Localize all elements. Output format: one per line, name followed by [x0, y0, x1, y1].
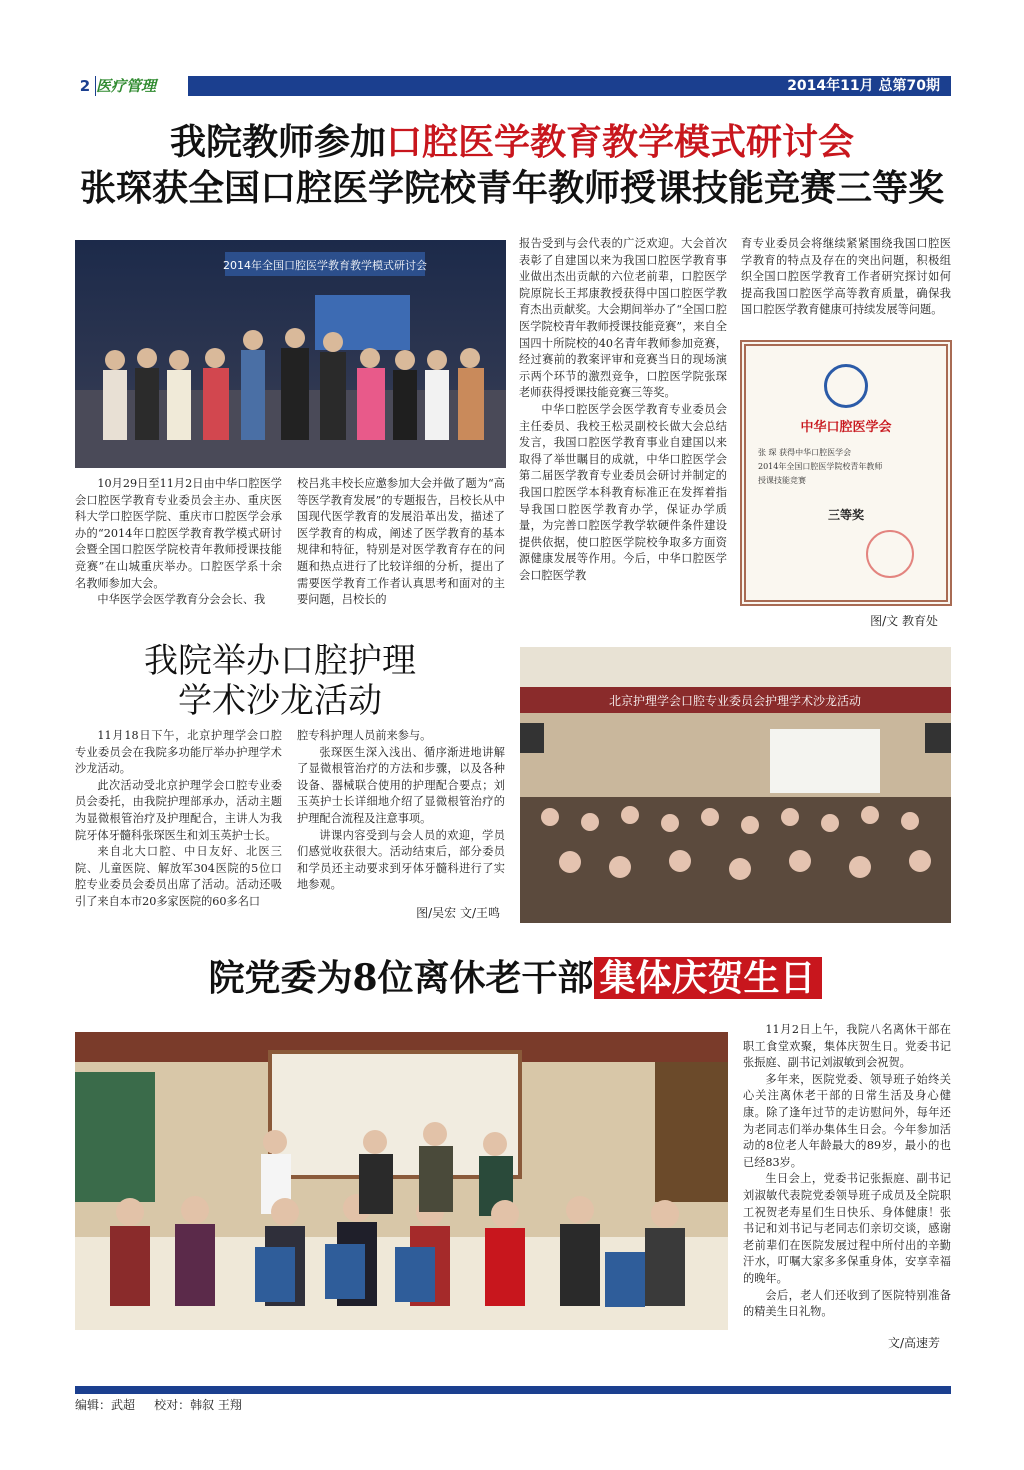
article3-text [743, 1022, 951, 1328]
footer-proofreaders: 校对：韩叙 王翔 [154, 1398, 242, 1412]
association-logo-icon [824, 364, 868, 408]
article1-col3-para: 中华口腔医学会医学教育专业委员会主任委员、我校王松灵副校长做大会总结发言，我国口腔医学教育事业自建国以来取得了举世瞩目的成就，中华口腔医学会第二届医学教育专业委员会研讨并制定的我国口腔医学本科教育标准正在发挥着指导我国口腔医学教育办学，保证办学质量，为完善口腔医学教学软硬件条件建设提供依据，使口腔医学院校争取多方面资源健康发展等作用。今后，中华口腔医学会口腔医学教 [519, 402, 727, 582]
article1-headline-2: 张琛获全国口腔医学院校青年教师授课技能竞赛三等奖 [79, 168, 944, 209]
certificate-association: 中华口腔医学会 [800, 420, 892, 435]
article1-group-photo [75, 240, 506, 468]
article2-headline-1: 我院举办口腔护理 [144, 641, 416, 681]
certificate-award: 三等奖 [827, 508, 864, 522]
article3-para: 生日会上，党委书记张振庭、副书记刘淑敏代表院党委领导班子成员及全院职工祝贺老寿星们生日快乐、身体健康！张书记和刘书记与老同志们亲切交谈，感谢老前辈们在医院发展过程中所付出的辛勤汗水，叮嘱大家多多保重身体，安享幸福的晚年。 [743, 1172, 951, 1285]
article1-column-2: 校吕兆丰校长应邀参加大会并做了题为“高等医学教育发展”的专题报告，吕校长从中国现代医学教育的发展沿革出发，描述了医学教育的构成，阐述了医学教育的基本规律和特征，特别是对医学教育存在的问题和热点进行了比较详细的分析，提出了需要医学教育工作者认真思考和面对的主要问题，吕校长的 [297, 477, 505, 607]
footer-bar [75, 1386, 951, 1394]
article1-col1-para: 中华医学会医学教育分会会长、我 [97, 593, 266, 607]
page-number: 2 [75, 76, 95, 96]
article2-credit: 图/吴宏 文/王鸣 [416, 906, 500, 920]
article2-col1-para: 11月18日下午，北京护理学会口腔专业委员会在我院多功能厅举办护理学术沙龙活动。 [75, 729, 282, 776]
article1-credit: 图/文 教育处 [870, 614, 938, 628]
article3-birthday-photo [75, 1032, 728, 1330]
award-certificate [740, 340, 952, 606]
article2-col2-para: 讲课内容受到与会人员的欢迎，学员们感觉收获很大。活动结束后，部分委员和学员还主动要求到牙体牙髓科进行了实地参观。 [297, 828, 505, 892]
footer-credits [75, 1396, 242, 1413]
photo-banner-text: 2014年全国口腔医学教育教学模式研讨会 [223, 259, 427, 272]
article2-headline-2: 学术沙龙活动 [178, 681, 382, 721]
article1-column-1 [75, 476, 282, 614]
article1-col3-para: 报告受到与会代表的广泛欢迎。大会首次表彰了自建国以来为我国口腔医学教育事业做出杰出贡献的六位老前辈，口腔医学院原院长王邦康教授获得中国口腔医学教育杰出贡献奖。大会期间举办了“全国口腔医学院校青年教师授课技能竞赛”，来自全国四十所院校的40名青年教师参加竞赛，经过赛前的教案评审和竞赛当日的现场演示两个环节的激烈竞争，口腔医学院张琛老师获得授课技能竞赛三等奖。 [519, 237, 727, 400]
certificate-line: 授课技能竞赛 [758, 476, 806, 485]
article2-col1-para: 此次活动受北京护理学会口腔专业委员会委托，由我院护理部承办，活动主题为显微根管治疗及护理配合，主讲人为我院牙体牙髓科张琛医生和刘玉英护士长。 [75, 778, 282, 842]
article3-para: 多年来，医院党委、领导班子始终关心关注离休老干部的日常生活及身心健康。除了逢年过节的走访慰问外，每年还为老同志们举办集体生日会。今年参加活动的8位老人年龄最大的89岁，最小的也已经83岁。 [743, 1072, 951, 1169]
article3-credit: 文/高速芳 [887, 1336, 940, 1350]
article2-column-1 [75, 728, 282, 936]
article2-col2-para: 张琛医生深入浅出、循序渐进地讲解了显微根管治疗的方法和步骤，以及各种设备、器械联合使用的护理配合要点；刘玉英护士长详细地介绍了显微根管治疗的护理配合流程及注意事项。 [297, 745, 505, 825]
issue-info: 2014年11月 总第70期 [787, 78, 940, 94]
article1-column-3 [519, 236, 727, 614]
article2-col1-para: 来自北大口腔、中日友好、北医三院、儿童医院、解放军304医院的5位口腔专业委员会委员出席了活动。活动还吸引了来自本市20多家医院的60多名口 [75, 845, 282, 908]
article3-para: 会后，老人们还收到了医院特别准备的精美生日礼物。 [743, 1288, 951, 1319]
article1-headline-1: 我院教师参加口腔医学教育教学模式研讨会 [169, 122, 855, 163]
article2-column-2 [297, 728, 505, 904]
certificate-line: 2014年全国口腔医学院校青年教师 [758, 462, 883, 471]
article3-headline: 院党委为8位离休老干部 集体庆贺生日 [180, 954, 850, 1002]
article2-salon-photo [520, 647, 951, 923]
article1-column-4: 育专业委员会将继续紧紧围绕我国口腔医学教育的特点及存在的突出问题，积极组织全国口腔医学教育工作者研究探讨如何提高我国口腔医学高等教育质量，确保我国口腔医学教育健康可持续发展等问题。 [741, 237, 951, 317]
certificate-line: 张 琛 获得中华口腔医学会 [758, 448, 852, 457]
footer-editor: 编辑：武超 [75, 1398, 136, 1412]
section-title: 医疗管理 [96, 76, 188, 96]
article1-col1-para: 10月29日至11月2日由中华口腔医学会口腔医学教育专业委员会主办、重庆医科大学口腔医学院、重庆市口腔医学会承办的“2014年口腔医学教育教学模式研讨会暨全国口腔医学院校青年教师授课技能竞赛”在山城重庆举办。口腔医学系十余名教师参加大会。 [75, 477, 282, 590]
photo-banner-text: 北京护理学会口腔专业委员会护理学术沙龙活动 [608, 694, 862, 708]
article2-col2-para: 腔专科护理人员前来参与。 [297, 729, 432, 742]
article3-para: 11月2日上午，我院八名离休干部在职工食堂欢聚，集体庆贺生日。党委书记张振庭、副书记刘淑敏到会祝贺。 [743, 1023, 951, 1070]
seal-stamp-icon [866, 530, 914, 578]
